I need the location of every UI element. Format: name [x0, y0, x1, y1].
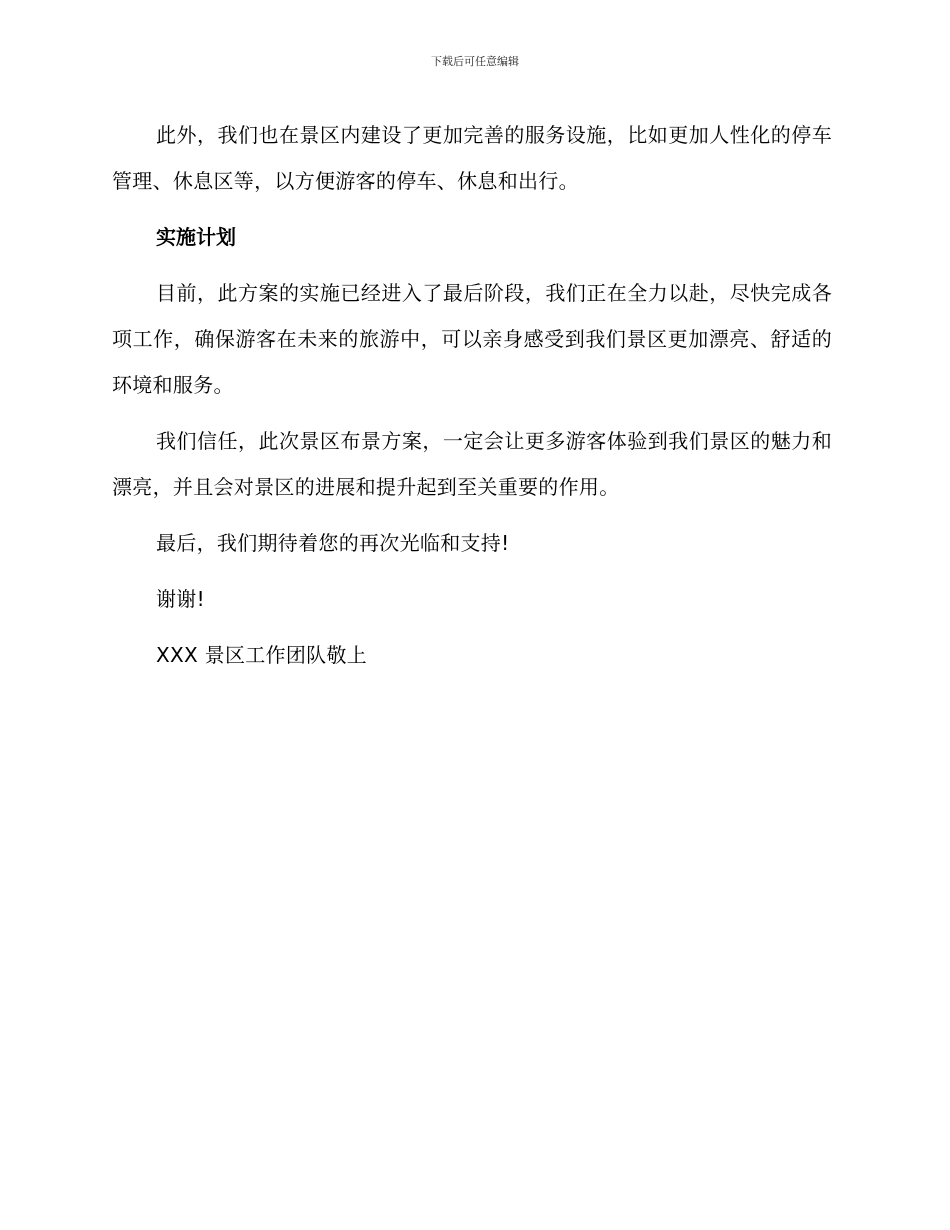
paragraph-service-facilities: 此外，我们也在景区内建设了更加完善的服务设施，比如更加人性化的停车管理、休息区等，以方便游客的停车、休息和出行。: [112, 123, 832, 193]
paragraph-closing: 最后，我们期待着您的再次光临和支持!: [156, 531, 510, 555]
paragraph-implementation: 目前，此方案的实施已经进入了最后阶段，我们正在全力以赴，尽快完成各项工作，确保游客在未来的旅游中，可以亲身感受到我们景区更加漂亮、舒适的环境和服务。: [112, 281, 832, 397]
paragraph-belief: 我们信任，此次景区布景方案，一定会让更多游客体验到我们景区的魅力和漂亮，并且会对景区的进展和提升起到至关重要的作用。: [112, 429, 832, 499]
signature: XXX 景区工作团队敬上: [156, 643, 368, 667]
section-heading: 实施计划: [156, 225, 236, 249]
document-body: [112, 112, 832, 688]
page-header: 下载后可任意编辑: [431, 55, 519, 68]
paragraph-thanks: 谢谢!: [156, 587, 205, 611]
